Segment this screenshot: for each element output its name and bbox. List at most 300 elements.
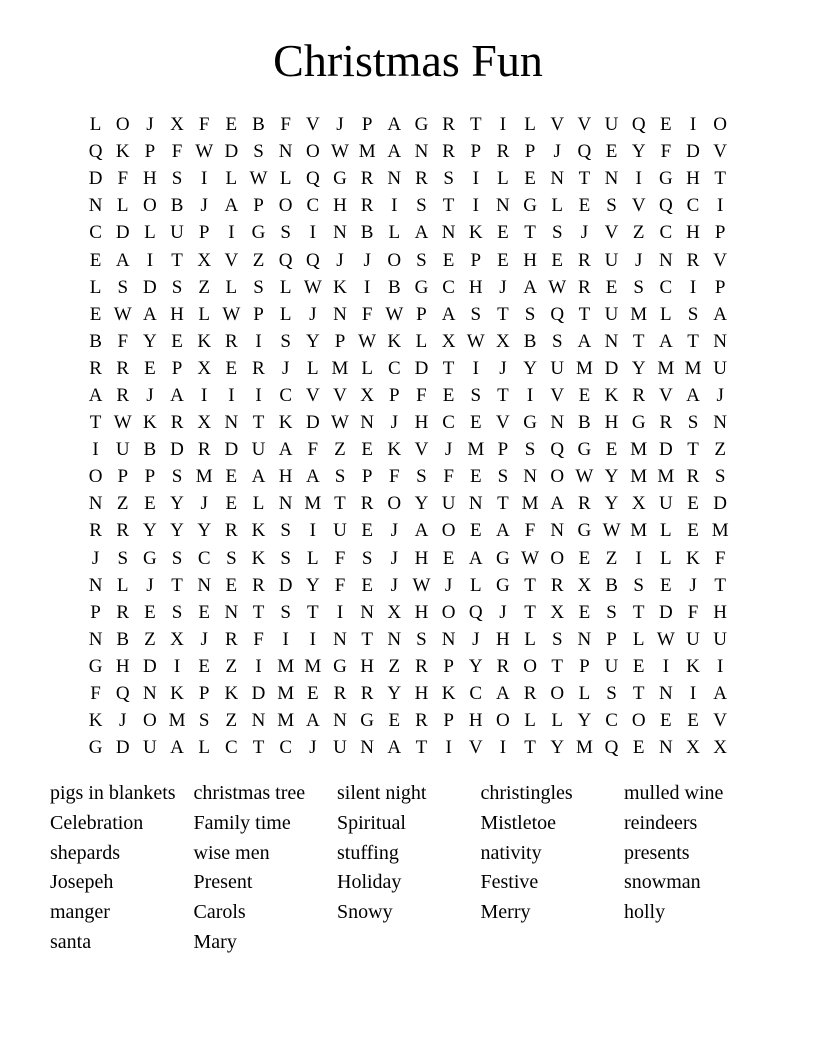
- grid-letter: N: [224, 412, 239, 434]
- grid-letter: V: [713, 141, 728, 163]
- grid-letter: S: [633, 574, 644, 596]
- grid-letter: D: [143, 276, 157, 298]
- grid-letter: E: [605, 141, 618, 163]
- grid-letter: W: [575, 466, 594, 488]
- grid-letter: N: [387, 628, 402, 650]
- grid-letter: W: [113, 303, 132, 325]
- grid-letter: C: [197, 547, 211, 569]
- grid-letter: J: [91, 547, 100, 569]
- grid-letter: M: [630, 303, 648, 325]
- grid-letter: R: [116, 384, 130, 406]
- grid-letter: R: [225, 330, 238, 352]
- grid-letter: E: [198, 601, 210, 623]
- grid-letter: H: [414, 412, 429, 434]
- grid-letter: O: [550, 466, 565, 488]
- grid-letter: Y: [577, 710, 592, 732]
- grid-letter: E: [578, 547, 591, 569]
- grid-letter: E: [225, 357, 238, 379]
- grid-letter: O: [631, 710, 646, 732]
- grid-letter: T: [361, 628, 373, 650]
- grid-letter: B: [170, 195, 184, 217]
- grid-letter: S: [198, 710, 210, 732]
- grid-letter: B: [360, 222, 374, 244]
- grid-letter: I: [472, 168, 479, 190]
- grid-letter: X: [197, 412, 212, 434]
- grid-letter: V: [713, 710, 728, 732]
- grid-letter: R: [415, 168, 428, 190]
- grid-letter: S: [687, 412, 699, 434]
- grid-letter: I: [472, 195, 479, 217]
- grid-letter: J: [200, 628, 208, 650]
- grid-letter: J: [146, 114, 154, 136]
- grid-letter: P: [253, 303, 264, 325]
- grid-letter: E: [497, 222, 509, 244]
- word-list-item: Festive: [480, 871, 539, 894]
- grid-letter: N: [333, 222, 347, 244]
- grid-letter: E: [442, 384, 455, 406]
- grid-letter: T: [714, 574, 726, 596]
- grid-letter: C: [306, 195, 320, 217]
- grid-letter: U: [604, 655, 619, 677]
- word-search-grid: [82, 111, 734, 761]
- grid-letter: J: [336, 114, 344, 136]
- grid-letter: V: [713, 249, 728, 271]
- grid-letter: R: [442, 141, 455, 163]
- grid-letter: R: [523, 683, 537, 705]
- grid-letter: U: [686, 628, 700, 650]
- grid-letter: J: [390, 412, 398, 434]
- grid-letter: G: [88, 737, 103, 759]
- grid-letter: U: [550, 357, 565, 379]
- grid-letter: L: [388, 222, 401, 244]
- grid-letter: K: [88, 710, 103, 732]
- grid-letter: U: [115, 439, 130, 461]
- grid-letter: P: [171, 357, 183, 379]
- grid-letter: U: [441, 493, 456, 515]
- grid-letter: L: [524, 710, 536, 732]
- grid-letter: U: [333, 520, 347, 542]
- grid-letter: I: [689, 276, 697, 298]
- grid-letter: E: [660, 114, 672, 136]
- grid-letter: T: [252, 601, 265, 623]
- grid-letter: K: [170, 683, 184, 705]
- grid-letter: S: [416, 466, 427, 488]
- grid-letter: S: [470, 303, 482, 325]
- grid-letter: H: [604, 412, 619, 434]
- grid-letter: T: [252, 412, 265, 434]
- grid-letter: O: [278, 195, 293, 217]
- grid-letter: G: [658, 168, 673, 190]
- grid-letter: S: [226, 547, 237, 569]
- grid-letter: F: [280, 114, 291, 136]
- grid-letter: N: [197, 574, 212, 596]
- grid-letter: T: [252, 737, 265, 759]
- grid-letter: K: [115, 141, 130, 163]
- grid-letter: L: [415, 330, 428, 352]
- grid-letter: Y: [550, 737, 565, 759]
- grid-letter: A: [468, 547, 483, 569]
- grid-letter: P: [443, 655, 454, 677]
- grid-letter: T: [524, 574, 536, 596]
- word-list-item: Celebration: [50, 811, 144, 834]
- grid-letter: Q: [550, 303, 565, 325]
- grid-letter: I: [662, 655, 670, 677]
- grid-letter: Z: [334, 439, 346, 461]
- grid-letter: G: [143, 547, 157, 569]
- grid-letter: O: [387, 249, 402, 271]
- grid-letter: P: [361, 114, 373, 136]
- grid-letter: F: [307, 439, 319, 461]
- grid-letter: E: [578, 195, 591, 217]
- grid-letter: Y: [604, 466, 619, 488]
- grid-letter: E: [442, 249, 455, 271]
- grid-letter: Q: [468, 601, 483, 623]
- grid-letter: F: [524, 520, 536, 542]
- grid-letter: F: [687, 601, 699, 623]
- grid-letter: E: [144, 357, 156, 379]
- grid-letter: F: [443, 466, 454, 488]
- grid-letter: W: [358, 330, 377, 352]
- grid-letter: S: [416, 195, 427, 217]
- word-list-item: Spiritual: [337, 811, 406, 834]
- word-list-item: Mistletoe: [480, 811, 557, 834]
- grid-letter: L: [198, 737, 210, 759]
- grid-letter: D: [170, 439, 184, 461]
- grid-letter: D: [658, 601, 673, 623]
- grid-letter: K: [251, 520, 266, 542]
- grid-letter: Y: [170, 520, 184, 542]
- grid-letter: N: [88, 574, 103, 596]
- grid-letter: J: [499, 276, 507, 298]
- grid-letter: L: [524, 114, 536, 136]
- grid-letter: M: [575, 737, 593, 759]
- grid-letter: G: [496, 574, 510, 596]
- grid-letter: E: [578, 601, 591, 623]
- grid-letter: J: [553, 141, 561, 163]
- grid-letter: S: [551, 330, 563, 352]
- grid-letter: S: [253, 276, 264, 298]
- grid-letter: E: [89, 303, 102, 325]
- grid-letter: M: [331, 357, 349, 379]
- grid-letter: S: [443, 168, 454, 190]
- grid-letter: C: [225, 737, 238, 759]
- grid-letter: L: [225, 276, 238, 298]
- grid-letter: C: [442, 276, 455, 298]
- grid-letter: J: [390, 547, 398, 569]
- grid-letter: T: [524, 222, 536, 244]
- grid-letter: K: [686, 655, 700, 677]
- grid-letter: P: [443, 710, 454, 732]
- grid-letter: L: [497, 168, 509, 190]
- grid-letter: U: [143, 737, 157, 759]
- grid-letter: Z: [714, 439, 726, 461]
- grid-letter: D: [658, 439, 673, 461]
- grid-letter: V: [333, 384, 347, 406]
- grid-letter: G: [523, 195, 537, 217]
- grid-letter: H: [713, 601, 728, 623]
- grid-letter: H: [414, 683, 429, 705]
- grid-letter: J: [499, 357, 507, 379]
- grid-letter: T: [171, 574, 183, 596]
- word-list-item: christmas tree: [193, 782, 306, 804]
- grid-letter: N: [713, 412, 728, 434]
- grid-letter: H: [523, 249, 537, 271]
- grid-letter: E: [660, 574, 672, 596]
- grid-letter: M: [277, 655, 295, 677]
- grid-letter: L: [551, 195, 564, 217]
- grid-letter: D: [88, 168, 103, 190]
- grid-letter: S: [171, 276, 183, 298]
- grid-letter: A: [170, 737, 184, 759]
- grid-letter: D: [143, 655, 157, 677]
- grid-letter: Y: [631, 357, 646, 379]
- grid-letter: D: [604, 357, 619, 379]
- grid-letter: A: [713, 303, 728, 325]
- grid-letter: U: [251, 439, 266, 461]
- grid-letter: E: [469, 466, 482, 488]
- grid-letter: G: [577, 439, 592, 461]
- grid-letter: N: [414, 141, 429, 163]
- grid-letter: S: [524, 439, 536, 461]
- grid-letter: F: [171, 141, 183, 163]
- grid-letter: L: [279, 303, 292, 325]
- grid-letter: O: [441, 601, 456, 623]
- grid-letter: V: [496, 412, 510, 434]
- grid-letter: F: [361, 303, 373, 325]
- grid-letter: T: [171, 249, 183, 271]
- grid-letter: B: [143, 439, 157, 461]
- word-list-item: stuffing: [337, 841, 399, 864]
- grid-letter: J: [119, 710, 127, 732]
- grid-letter: X: [496, 330, 510, 352]
- grid-letter: Q: [550, 439, 565, 461]
- grid-letter: X: [686, 737, 700, 759]
- grid-letter: D: [251, 683, 266, 705]
- grid-letter: R: [415, 655, 428, 677]
- grid-letter: S: [497, 466, 509, 488]
- grid-letter: A: [577, 330, 592, 352]
- grid-letter: T: [714, 168, 726, 190]
- grid-letter: T: [497, 384, 509, 406]
- grid-letter: S: [633, 276, 644, 298]
- grid-letter: Z: [605, 547, 618, 569]
- grid-letter: R: [578, 493, 591, 515]
- grid-letter: I: [309, 520, 316, 542]
- grid-letter: R: [116, 357, 130, 379]
- grid-letter: Q: [115, 683, 130, 705]
- grid-letter: O: [387, 493, 402, 515]
- grid-letter: Z: [198, 276, 210, 298]
- grid-letter: T: [497, 303, 509, 325]
- grid-letter: W: [466, 330, 485, 352]
- grid-letter: S: [551, 222, 563, 244]
- grid-letter: T: [551, 655, 564, 677]
- grid-letter: W: [249, 168, 268, 190]
- grid-letter: F: [389, 466, 400, 488]
- grid-letter: A: [658, 330, 673, 352]
- grid-letter: I: [717, 195, 724, 217]
- grid-letter: Q: [631, 114, 646, 136]
- grid-letter: R: [252, 574, 265, 596]
- grid-letter: M: [304, 493, 322, 515]
- grid-letter: U: [713, 357, 728, 379]
- grid-letter: B: [523, 330, 537, 352]
- grid-letter: G: [88, 655, 103, 677]
- grid-letter: I: [255, 330, 262, 352]
- grid-letter: Z: [632, 222, 645, 244]
- grid-letter: X: [197, 357, 212, 379]
- grid-letter: E: [225, 493, 238, 515]
- grid-letter: P: [497, 439, 509, 461]
- word-list-item: shepards: [50, 841, 120, 864]
- grid-letter: M: [711, 520, 729, 542]
- grid-letter: N: [333, 628, 347, 650]
- grid-letter: P: [606, 628, 617, 650]
- grid-letter: E: [307, 683, 319, 705]
- grid-letter: R: [550, 574, 564, 596]
- grid-letter: E: [225, 114, 238, 136]
- grid-letter: A: [523, 276, 537, 298]
- grid-letter: V: [577, 114, 592, 136]
- grid-letter: L: [279, 168, 292, 190]
- grid-letter: G: [251, 222, 266, 244]
- grid-letter: A: [88, 384, 103, 406]
- grid-letter: L: [279, 276, 292, 298]
- grid-letter: E: [361, 439, 373, 461]
- word-list-item: santa: [50, 930, 92, 953]
- grid-letter: N: [604, 330, 619, 352]
- grid-letter: L: [89, 276, 102, 298]
- grid-letter: U: [604, 249, 619, 271]
- grid-letter: W: [331, 412, 349, 434]
- grid-letter: E: [551, 249, 564, 271]
- grid-letter: X: [713, 737, 728, 759]
- grid-letter: X: [197, 249, 212, 271]
- grid-letter: U: [658, 493, 673, 515]
- grid-letter: N: [658, 683, 673, 705]
- grid-letter: F: [714, 547, 726, 569]
- grid-letter: E: [469, 412, 482, 434]
- grid-letter: I: [92, 439, 99, 461]
- grid-letter: R: [116, 520, 130, 542]
- grid-letter: S: [117, 276, 129, 298]
- grid-letter: J: [444, 574, 453, 596]
- word-list-item: manger: [50, 901, 110, 924]
- grid-letter: S: [117, 547, 129, 569]
- grid-letter: R: [360, 168, 374, 190]
- grid-letter: O: [143, 195, 157, 217]
- grid-letter: N: [333, 303, 347, 325]
- grid-letter: K: [686, 547, 700, 569]
- grid-letter: D: [713, 493, 728, 515]
- grid-letter: E: [687, 520, 699, 542]
- grid-letter: I: [146, 249, 154, 271]
- grid-letter: I: [255, 384, 262, 406]
- grid-letter: W: [548, 276, 567, 298]
- grid-letter: R: [225, 628, 238, 650]
- grid-letter: O: [550, 547, 565, 569]
- grid-letter: A: [387, 114, 402, 136]
- grid-letter: R: [686, 466, 700, 488]
- grid-letter: L: [307, 357, 319, 379]
- grid-letter: R: [360, 195, 374, 217]
- grid-letter: V: [305, 384, 320, 406]
- grid-letter: R: [496, 655, 510, 677]
- grid-letter: R: [415, 710, 428, 732]
- grid-letter: N: [658, 737, 673, 759]
- grid-letter: A: [496, 520, 510, 542]
- grid-letter: F: [117, 168, 129, 190]
- grid-letter: O: [550, 683, 565, 705]
- word-list-item: holly: [624, 901, 666, 924]
- grid-letter: I: [201, 168, 208, 190]
- grid-letter: O: [523, 655, 537, 677]
- grid-letter: N: [224, 601, 239, 623]
- grid-letter: L: [660, 547, 672, 569]
- grid-letter: L: [524, 628, 536, 650]
- word-list-item: reindeers: [624, 811, 698, 834]
- grid-letter: T: [469, 114, 482, 136]
- grid-letter: P: [714, 276, 726, 298]
- grid-letter: S: [416, 249, 427, 271]
- grid-letter: T: [687, 330, 699, 352]
- grid-letter: T: [632, 601, 645, 623]
- grid-letter: C: [469, 683, 483, 705]
- grid-letter: J: [390, 520, 398, 542]
- grid-letter: F: [334, 574, 346, 596]
- grid-letter: N: [468, 493, 483, 515]
- grid-letter: D: [224, 141, 239, 163]
- grid-letter: O: [88, 466, 103, 488]
- grid-letter: S: [361, 547, 373, 569]
- grid-letter: L: [551, 710, 564, 732]
- grid-letter: D: [414, 357, 429, 379]
- grid-letter: Y: [170, 493, 184, 515]
- word-list-column: [194, 779, 338, 958]
- grid-letter: I: [391, 195, 398, 217]
- grid-letter: I: [336, 601, 344, 623]
- grid-letter: W: [303, 276, 322, 298]
- grid-letter: F: [416, 384, 427, 406]
- word-list-item: Snowy: [337, 901, 393, 924]
- grid-letter: Y: [197, 520, 212, 542]
- grid-letter: F: [660, 141, 672, 163]
- grid-letter: W: [113, 412, 132, 434]
- grid-letter: I: [363, 276, 371, 298]
- grid-letter: T: [334, 493, 346, 515]
- word-list-column: [481, 779, 625, 958]
- grid-letter: D: [305, 412, 320, 434]
- grid-letter: G: [496, 547, 510, 569]
- grid-letter: E: [497, 249, 509, 271]
- grid-letter: R: [197, 439, 211, 461]
- grid-letter: I: [228, 222, 235, 244]
- grid-letter: Q: [305, 168, 320, 190]
- grid-letter: N: [333, 710, 347, 732]
- grid-letter: P: [90, 601, 101, 623]
- grid-letter: N: [360, 412, 374, 434]
- grid-letter: R: [578, 276, 591, 298]
- grid-letter: I: [472, 357, 479, 379]
- grid-letter: N: [604, 168, 619, 190]
- grid-letter: L: [578, 683, 591, 705]
- grid-letter: H: [414, 547, 429, 569]
- grid-letter: F: [90, 683, 101, 705]
- grid-letter: E: [198, 655, 210, 677]
- grid-letter: N: [441, 222, 456, 244]
- grid-letter: K: [251, 547, 266, 569]
- grid-letter: M: [630, 520, 648, 542]
